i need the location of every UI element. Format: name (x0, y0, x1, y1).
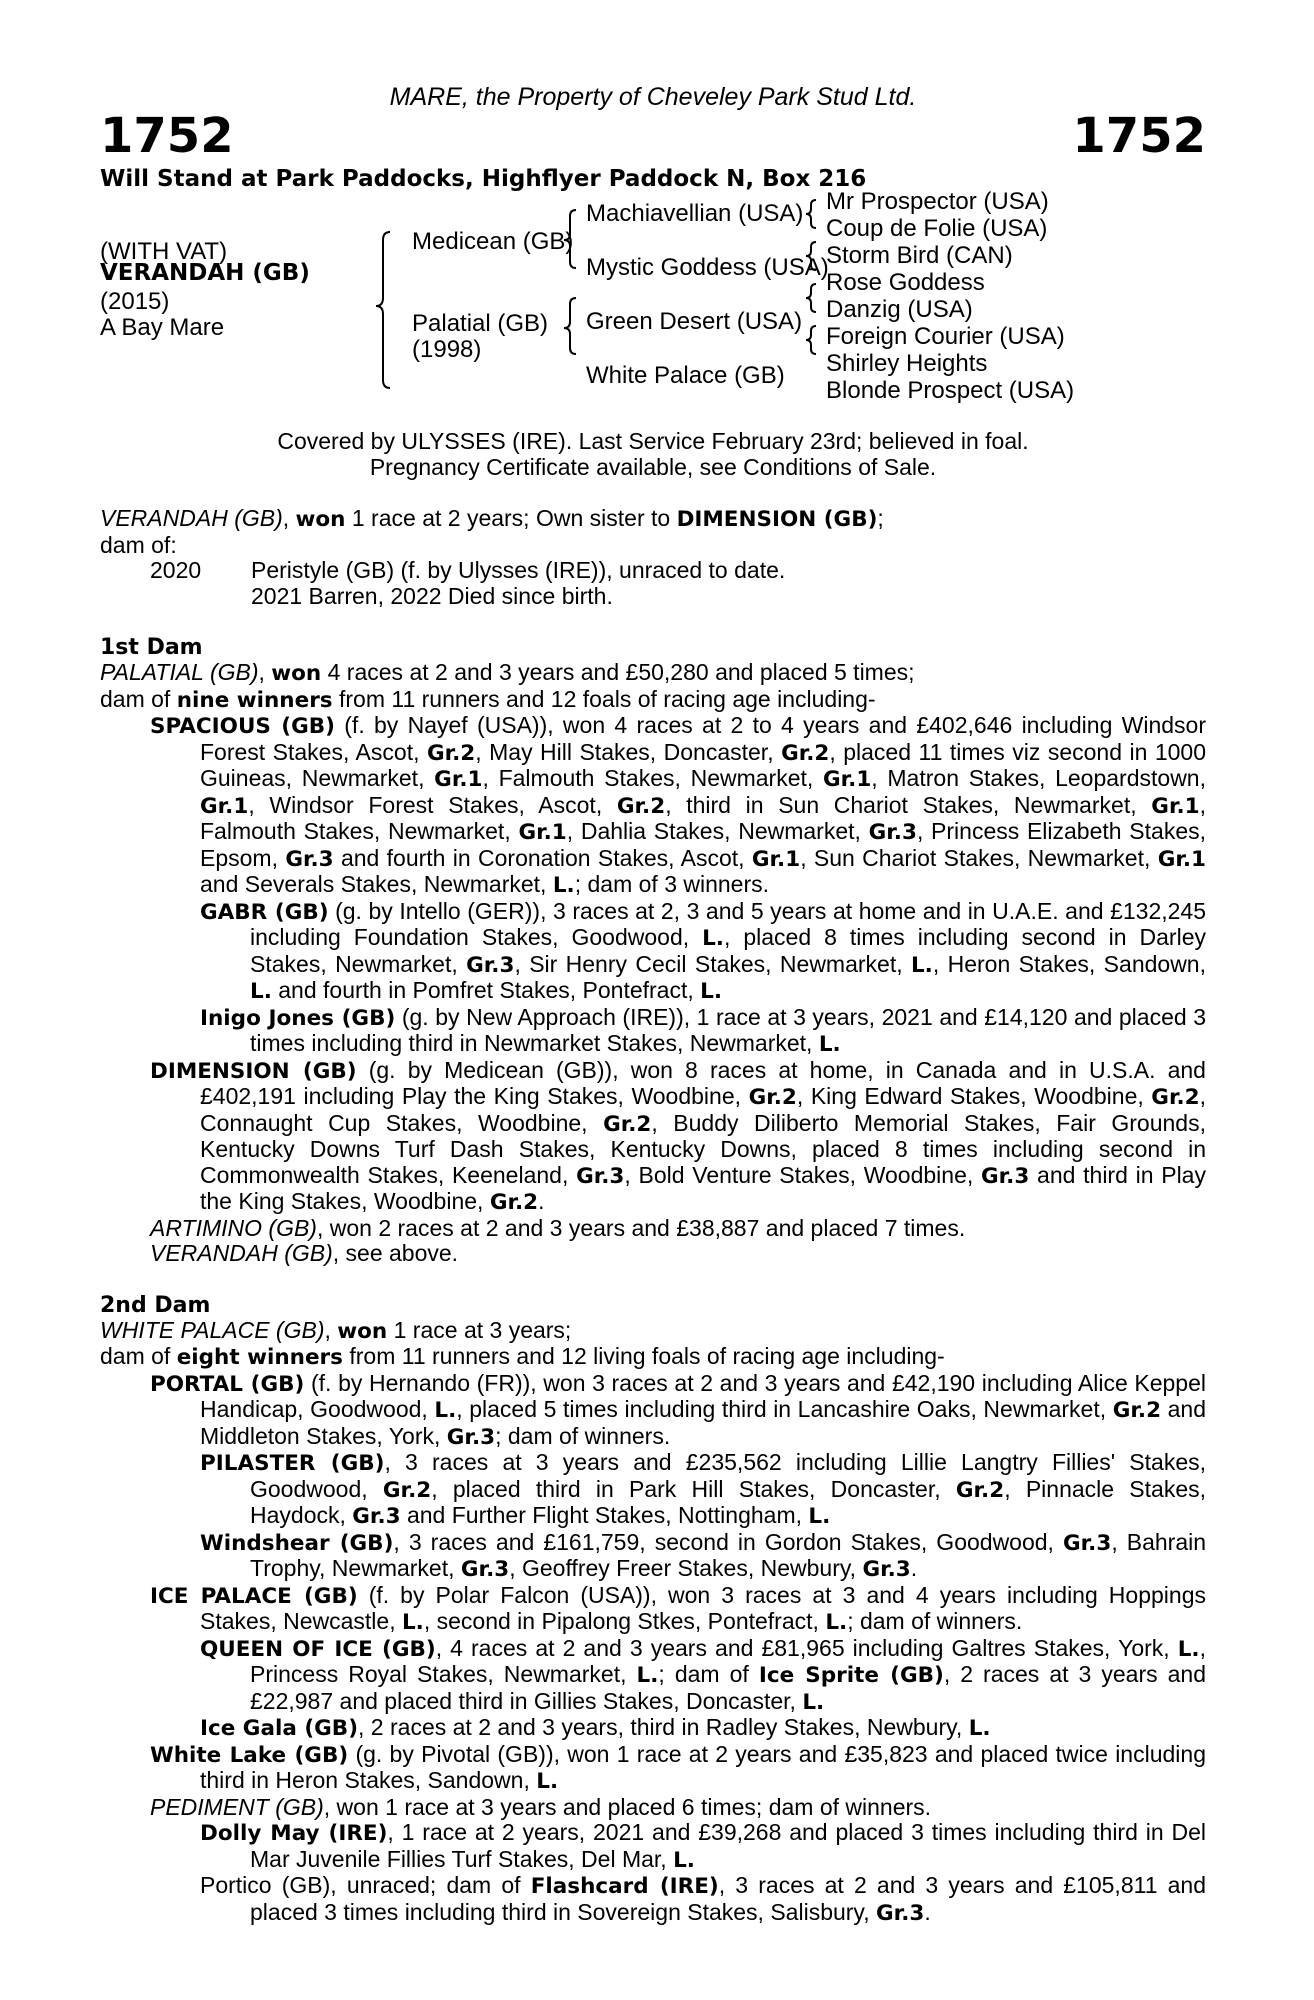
entry-dimension (150, 1058, 1206, 1216)
first-dam-summary: 4 races at 2 and 3 years and £50,280 and placed 5 times; (321, 659, 915, 685)
entry-text: , May Hill Stakes, Doncaster, (475, 738, 782, 765)
grade-label: Gr.3 (868, 820, 917, 845)
sire-name: Medicean (GB) (412, 228, 574, 255)
grade-label: Gr.1 (200, 793, 249, 819)
horse-name: VERANDAH (GB) (100, 260, 310, 286)
grade-label: Gr.3 (862, 1557, 911, 1582)
entry-text: , placed 8 times including second in Darley Stakes, Newmarket, (250, 924, 1206, 977)
pedigree-table (100, 188, 1206, 420)
grade-label: Gr.2 (382, 1477, 432, 1503)
entry-name: PEDIMENT (GB) (150, 1793, 324, 1820)
grade-label: Gr.2 (955, 1477, 1005, 1503)
entry-text: (g. by Intello (GER)), 3 races at 2, 3 and 5 years at home and in U.A.E. and £132,245 including Foundation Stakes, Goodwood, (250, 897, 1206, 950)
entry-name: Ice Sprite (GB) (758, 1663, 944, 1688)
entry-text: , 1 race at 2 years, 2021 and £39,268 and placed 3 times including third in Del Mar Juvenile Fillies Turf Stakes, Del Mar, (250, 1819, 1206, 1872)
sister-name: DIMENSION (GB) (676, 507, 878, 532)
dam-of-prefix: dam of (100, 685, 177, 712)
entry-name: ARTIMINO (GB) (150, 1214, 317, 1241)
entry-pilaster (200, 1450, 1206, 1530)
sire-dam: Mystic Goddess (USA) (586, 254, 829, 281)
grade-label: Gr.1 (822, 767, 872, 792)
listed-label: L. (536, 1769, 559, 1794)
lot-number-left: 1752 (100, 108, 234, 164)
entry-text: , Dahlia Stakes, Newmarket, (566, 818, 869, 844)
gen3-7: Shirley Heights (826, 350, 988, 377)
produce-line-1: Peristyle (GB) (f. by Ulysses (IRE)), unraced to date. (251, 557, 786, 583)
entry-text: (f. by Nayef (USA)), won 4 races at 2 to 4 years and £402,646 including Windsor Forest Stakes, Ascot, (200, 712, 1207, 765)
gen3-3: Storm Bird (CAN) (826, 242, 1013, 269)
bracket-g2-3 (806, 284, 816, 312)
entry-text: (f. by Hernando (FR)), won 3 races at 2 and 3 years and £42,190 including Alice Keppel Handicap, Goodwood, (200, 1369, 1206, 1422)
won-label: won (337, 1318, 388, 1344)
entry-name: DIMENSION (GB) (150, 1058, 357, 1084)
listed-label: L. (434, 1398, 457, 1423)
covering-line: Covered by ULYSSES (IRE). Last Service February 23rd; believed in foal. (277, 428, 1029, 454)
entry-text: , Matron Stakes, Leopardstown, (871, 765, 1206, 791)
entry-text: Portico (GB), unraced; dam of (200, 1872, 531, 1898)
entry-text: , Sun Chariot Stakes, Newmarket, (800, 844, 1158, 871)
summary-end: ; (877, 505, 884, 531)
horse-description: A Bay Mare (100, 314, 225, 341)
entry-end: . (924, 1898, 931, 1925)
bracket-main (376, 232, 390, 388)
entry-text: ; dam of winners. (847, 1608, 1023, 1634)
listed-label: L. (968, 1716, 991, 1741)
second-dam-summary: 1 race at 3 years; (387, 1316, 572, 1343)
produce-line-2: 2021 Barren, 2022 Died since birth. (251, 582, 613, 609)
entry-text: , 3 races and £161,759, second in Gordon Stakes, Goodwood, (393, 1528, 1063, 1555)
bracket-g2-1 (806, 200, 816, 228)
vat-note: (WITH VAT) (100, 238, 228, 265)
listed-label: L. (673, 1847, 695, 1873)
entry-name: White Lake (GB) (150, 1742, 349, 1768)
listed-label: L. (552, 873, 575, 898)
listed-label: L. (910, 952, 933, 978)
entry-text: and Further Flight Stakes, Nottingham, (400, 1502, 809, 1528)
entry-verandah (150, 1241, 1206, 1267)
entry-name: Flashcard (IRE) (530, 1874, 719, 1899)
entry-ice-palace (150, 1583, 1206, 1636)
entry-text: , third in Sun Chariot Stakes, Newmarket, (665, 791, 1152, 818)
entry-text: , 2 races at 2 and 3 years, third in Radley Stakes, Newbury, (358, 1714, 969, 1740)
entry-queen-of-ice (200, 1636, 1206, 1716)
grade-label: Gr.3 (876, 1900, 925, 1926)
entry-gabr (200, 899, 1206, 1005)
summary-name: VERANDAH (GB) (100, 505, 283, 531)
bracket-dam (564, 298, 576, 354)
entry-text: , Sir Henry Cecil Stakes, Newmarket, (514, 950, 911, 977)
grade-label: Gr.2 (748, 1085, 797, 1110)
produce-year: 2020 (150, 557, 202, 583)
entry-name: Ice Gala (GB) (200, 1716, 359, 1741)
grade-label: Gr.1 (1157, 846, 1206, 872)
first-dam-heading: 1st Dam (100, 635, 203, 660)
dam-dam: White Palace (GB) (586, 362, 785, 389)
dam-sire: Green Desert (USA) (586, 308, 803, 335)
grade-label: Gr.3 (1063, 1530, 1112, 1556)
grade-label: Gr.1 (518, 820, 567, 845)
grade-label: Gr.3 (446, 1424, 496, 1450)
grade-label: Gr.1 (1151, 793, 1200, 819)
bracket-g2-4 (806, 326, 816, 354)
dam-year: (1998) (412, 336, 482, 363)
summary-text: 1 race at 2 years; Own sister to (345, 505, 677, 531)
entry-pediment (150, 1795, 1206, 1821)
entry-text: , placed 5 times including third in Lancashire Oaks, Newmarket, (456, 1396, 1113, 1422)
entry-text: , Pinnacle Stakes, Haydock, (250, 1475, 1207, 1528)
listed-label: L. (700, 979, 723, 1004)
entry-text: (g. by New Approach (IRE)), 1 race at 3 years, 2021 and £14,120 and placed 3 times including third in Newmarket Stakes, Newmarket, (250, 1003, 1207, 1056)
entry-name: Dolly May (IRE) (200, 1821, 388, 1846)
listed-label: L. (401, 1610, 424, 1635)
entry-name: PORTAL (GB) (150, 1371, 305, 1397)
entry-text: , placed 11 times viz second in 1000 Guineas, Newmarket, (200, 738, 1207, 791)
winners-count: eight winners (176, 1345, 343, 1370)
entry-end: . (538, 1188, 545, 1214)
gen3-5: Danzig (USA) (826, 296, 973, 323)
entry-name: SPACIOUS (GB) (150, 714, 335, 739)
entry-text: and Middleton Stakes, York, (200, 1396, 1206, 1449)
entry-text: and fourth in Coronation Stakes, Ascot, (333, 844, 752, 871)
grade-label: Gr.2 (1112, 1398, 1162, 1423)
entry-text: , 3 races at 2 and 3 years and £105,811 and placed 3 times including third in Sovereign Stakes, Salisbury, (250, 1872, 1207, 1925)
listed-label: L. (825, 1610, 848, 1635)
grade-label: Gr.2 (603, 1111, 652, 1137)
grade-label: Gr.2 (1151, 1085, 1200, 1110)
entry-name: PILASTER (GB) (200, 1451, 385, 1476)
entry-text: , Windsor Forest Stakes, Ascot, (248, 791, 617, 818)
grade-label: Gr.1 (751, 846, 801, 872)
grade-label: Gr.3 (352, 1504, 401, 1529)
entry-text: , Falmouth Stakes, Newmarket, (200, 791, 1206, 844)
gen3-2: Coup de Folie (USA) (826, 215, 1048, 242)
entry-name: ICE PALACE (GB) (150, 1583, 358, 1609)
entry-dolly-may (200, 1820, 1206, 1873)
vendor-line: MARE, the Property of Cheveley Park Stud Ltd. (389, 83, 917, 111)
entry-text: and Severals Stakes, Newmarket, (200, 871, 553, 897)
listed-label: L. (702, 926, 724, 951)
entry-text: , 4 races at 2 and 3 years and £81,965 including Galtres Stakes, York, (435, 1634, 1178, 1661)
entry-portico (200, 1873, 1206, 1926)
entry-text: (f. by Polar Falcon (USA)), won 3 races at 3 and 4 years including Hoppings Stakes, Newcastle, (200, 1581, 1206, 1634)
entry-windshear (200, 1530, 1206, 1583)
entry-text: ; dam of (658, 1661, 759, 1687)
entry-text: ; dam of winners. (495, 1422, 671, 1449)
dam-of-label: dam of: (100, 531, 177, 558)
second-dam-name: WHITE PALACE (GB) (100, 1316, 325, 1343)
entry-text: , 2 races at 3 years and £22,987 and placed third in Gillies Stakes, Doncaster, (250, 1661, 1207, 1714)
entry-text: , Bahrain Trophy, Newmarket, (250, 1528, 1207, 1581)
grade-label: Gr.3 (466, 952, 515, 978)
entry-end: . (910, 1555, 918, 1581)
won-label: won (271, 661, 322, 686)
listed-label: L. (802, 1689, 825, 1715)
gen3-4: Rose Goddess (826, 269, 985, 296)
second-dam-section: WHITE PALACE (GB), won 1 race at 3 years; dam of eight winners from 11 runners and 12 living foals of racing age including- PORTAL (GB) (f. by Hernando (FR)), won 3 races at 2 and 3 years and £42,190 including Alice Keppel Handicap, Goodwood, L., placed 5 times including third in Lancashire Oaks, Newmarket, Gr.2 and Middleton Stakes, York, Gr.3; dam of winners. PILASTER (GB), 3 races at 3 years and £235,562 including Lillie Langtry Fillies' Stakes, Goodwood, Gr.2, placed third in Park Hill Stakes, Doncaster, Gr.2, Pinnacle Stakes, Haydock, Gr.3 and Further Flight Stakes, Nottingham, L. Windshear (GB), 3 races and £161,759, second in Gordon Stakes, Goodwood, Gr.3, Bahrain Trophy, Newmarket, Gr.3, Geoffrey Freer Stakes, Newbury, Gr.3. ICE PALACE (GB) (f. by Polar Falcon (USA)), won 3 races at 3 and 4 years including Hoppings Stakes, Newcastle, L., second in Pipalong Stkes, Pontefract, L.; dam of winners. QUEEN OF ICE (GB), 4 races at 2 and 3 years and £81,965 including Galtres Stakes, York, L., Princess Royal Stakes, Newmarket, L.; dam of Ice Sprite (GB), 2 races at 3 years and £22,987 and placed third in Gillies Stakes, Doncaster, L. Ice Gala (GB), 2 races at 2 and 3 years, third in Radley Stakes, Newbury, L. White Lake (GB) (g. by Pivotal (GB)), won 1 race at 2 years and £35,823 and placed twice including third in Heron Stakes, Sandown, L. PEDIMENT (GB), won 1 race at 3 years and placed 6 times; dam of winners. Dolly May (IRE), 1 race at 2 years, 2021 and £39,268 and placed 3 times including third in Del Mar Juvenile Fillies Turf Stakes, Del Mar, L. Portico (GB), unraced; dam of Flashcard (IRE), 3 races at 2 and 3 years and £105,811 and placed 3 times including third in Sovereign Stakes, Salisbury, Gr.3. (100, 1316, 1207, 1926)
foaling-year: (2015) (100, 288, 170, 315)
horse-summary: VERANDAH (GB), won 1 race at 2 years; Own sister to DIMENSION (GB); dam of: 2020 Peristyle (GB) (f. by Ulysses (IRE)), unraced to date. 2021 Barren, 2022 Died since birth. (100, 506, 1206, 609)
entry-text: , second in Pipalong Stkes, Pontefract, (423, 1608, 826, 1634)
covering-note (100, 428, 1206, 480)
entry-text: , Buddy Diliberto Memorial Stakes, Fair Grounds, Kentucky Downs Turf Dash Stakes, Kentucky Downs, placed 8 times including second in Commonwealth Stakes, Keeneland, (200, 1109, 1206, 1188)
entry-text: , Princess Elizabeth Stakes, Epsom, (200, 818, 1206, 871)
entry-name: QUEEN OF ICE (GB) (200, 1636, 436, 1662)
entry-spacious (150, 713, 1206, 899)
entry-text: and fourth in Pomfret Stakes, Pontefract, (271, 977, 701, 1003)
catalogue-page (100, 82, 1206, 1926)
entry-text: , Connaught Cup Stakes, Woodbine, (200, 1083, 1206, 1136)
stand-location: Will Stand at Park Paddocks, Highflyer Paddock N, Box 216 (100, 166, 867, 192)
first-dam-section: PALATIAL (GB), won 4 races at 2 and 3 years and £50,280 and placed 5 times; dam of nine winners from 11 runners and 12 foals of racing age including- SPACIOUS (GB) (f. by Nayef (USA)), won 4 races at 2 to 4 years and £402,646 including Windsor Forest Stakes, Ascot, Gr.2, May Hill Stakes, Doncaster, Gr.2, placed 11 times viz second in 1000 Guineas, Newmarket, Gr.1, Falmouth Stakes, Newmarket, Gr.1, Matron Stakes, Leopardstown, Gr.1, Windsor Forest Stakes, Ascot, Gr.2, third in Sun Chariot Stakes, Newmarket, Gr.1, Falmouth Stakes, Newmarket, Gr.1, Dahlia Stakes, Newmarket, Gr.3, Princess Elizabeth Stakes, Epsom, Gr.3 and fourth in Coronation Stakes, Ascot, Gr.1, Sun Chariot Stakes, Newmarket, Gr.1 and Severals Stakes, Newmarket, L.; dam of 3 winners. GABR (GB) (g. by Intello (GER)), 3 races at 2, 3 and 5 years at home and in U.A.E. and £132,245 including Foundation Stakes, Goodwood, L., placed 8 times including second in Darley Stakes, Newmarket, Gr.3, Sir Henry Cecil Stakes, Newmarket, L., Heron Stakes, Sandown, L. and fourth in Pomfret Stakes, Pontefract, L. Inigo Jones (GB) (g. by New Approach (IRE)), 1 race at 3 years, 2021 and £14,120 and placed 3 times including third in Newmarket Stakes, Newmarket, L. DIMENSION (GB) (g. by Medicean (GB)), won 8 races at home, in Canada and in U.S.A. and £402,191 including Play the King Stakes, Woodbine, Gr.2, King Edward Stakes, Woodbine, Gr.2, Connaught Cup Stakes, Woodbine, Gr.2, Buddy Diliberto Memorial Stakes, Fair Grounds, Kentucky Downs Turf Dash Stakes, Kentucky Downs, placed 8 times including second in Commonwealth Stakes, Keeneland, Gr.3, Bold Venture Stakes, Woodbine, Gr.3 and third in Play the King Stakes, Woodbine, Gr.2. ARTIMINO (GB), won 2 races at 2 and 3 years and £38,887 and placed 7 times. VERANDAH (GB), see above. (100, 659, 1207, 1266)
grade-label: Gr.3 (285, 846, 334, 872)
sire-sire: Machiavellian (USA) (586, 200, 804, 227)
gen3-1: Mr Prospector (USA) (826, 188, 1049, 215)
listed-label: L. (1177, 1636, 1200, 1662)
entry-ice-gala (200, 1715, 1206, 1742)
entry-name: Windshear (GB) (200, 1530, 394, 1556)
grade-label: Gr.3 (980, 1163, 1030, 1189)
gen3-6: Foreign Courier (USA) (826, 323, 1065, 350)
dam-of-prefix: dam of (100, 1343, 177, 1369)
listed-label: L. (818, 1032, 841, 1057)
entry-text: , see above. (332, 1240, 459, 1266)
entry-text: and third in Play the King Stakes, Woodbine, (200, 1161, 1206, 1214)
dam-name: Palatial (GB) (412, 310, 549, 337)
dam-of-suffix: from 11 runners and 12 living foals of racing age including- (342, 1343, 945, 1369)
entry-text: , King Edward Stakes, Woodbine, (796, 1083, 1152, 1109)
entry-portal (150, 1371, 1206, 1451)
dam-of-suffix: from 11 runners and 12 foals of racing age including- (332, 685, 876, 712)
entry-text: (g. by Pivotal (GB)), won 1 race at 2 years and £35,823 and placed twice including third in Heron Stakes, Sandown, (200, 1740, 1206, 1793)
first-dam-name: PALATIAL (GB) (100, 659, 259, 685)
entry-text: (g. by Medicean (GB)), won 8 races at home, in Canada and in U.S.A. and £402,191 including Play the King Stakes, Woodbine, (200, 1056, 1206, 1109)
grade-label: Gr.2 (781, 740, 830, 766)
lot-number-right: 1752 (1072, 108, 1206, 164)
entry-text: , placed third in Park Hill Stakes, Doncaster, (431, 1475, 956, 1502)
entry-text: , Bold Venture Stakes, Woodbine, (624, 1161, 981, 1188)
grade-label: Gr.1 (434, 767, 483, 792)
certificate-line: Pregnancy Certificate available, see Conditions of Sale. (369, 454, 937, 480)
lot-number-row (100, 110, 1206, 162)
listed-label: L. (250, 979, 272, 1004)
entry-text: ; dam of 3 winners. (574, 871, 770, 897)
won-label: won (295, 507, 346, 532)
entry-text: , 3 races at 3 years and £235,562 including Lillie Langtry Fillies' Stakes, Goodwood, (250, 1449, 1206, 1502)
grade-label: Gr.3 (576, 1163, 625, 1189)
entry-artimino (150, 1216, 1206, 1242)
entry-text: , Princess Royal Stakes, Newmarket, (250, 1634, 1206, 1687)
produce-record (150, 558, 1206, 609)
entry-text: , Heron Stakes, Sandown, (932, 950, 1206, 977)
entry-name: GABR (GB) (200, 899, 329, 925)
grade-label: Gr.3 (460, 1557, 510, 1582)
grade-label: Gr.2 (616, 793, 666, 819)
listed-label: L. (808, 1504, 831, 1529)
entry-text: , won 1 race at 3 years and placed 6 times; dam of winners. (323, 1793, 932, 1820)
entry-text: , Falmouth Stakes, Newmarket, (482, 765, 823, 791)
grade-label: Gr.2 (489, 1190, 539, 1215)
entry-text: , won 2 races at 2 and 3 years and £38,887 and placed 7 times. (316, 1214, 966, 1241)
entry-white-lake (150, 1742, 1206, 1795)
entry-text: , Geoffrey Freer Stakes, Newbury, (509, 1555, 863, 1581)
winners-count: nine winners (176, 687, 333, 713)
entry-name: Inigo Jones (GB) (200, 1005, 396, 1031)
entry-inigo-jones (200, 1005, 1206, 1058)
listed-label: L. (636, 1663, 659, 1688)
second-dam-heading: 2nd Dam (100, 1292, 211, 1318)
grade-label: Gr.2 (426, 740, 476, 766)
gen3-8: Blonde Prospect (USA) (826, 377, 1075, 404)
entry-name: VERANDAH (GB) (150, 1240, 333, 1266)
